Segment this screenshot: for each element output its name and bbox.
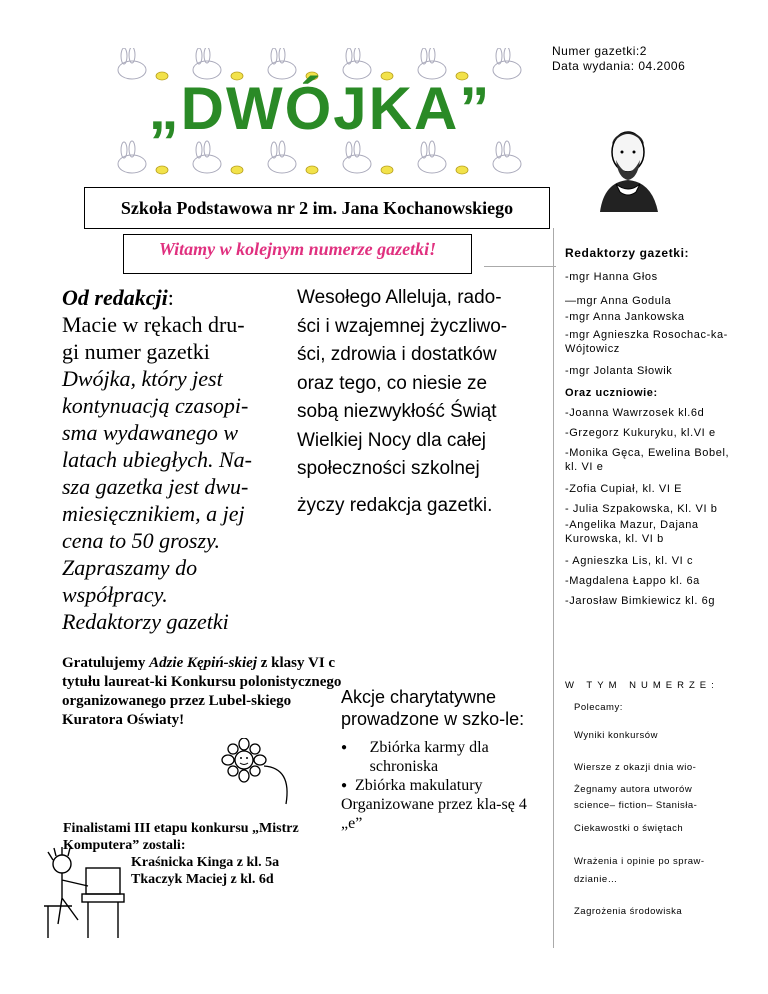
toc-item: Wyniki konkursów (574, 730, 658, 741)
list-item: Zbiórka karmy dla schroniska (369, 739, 489, 775)
teacher-list (565, 294, 755, 308)
congratulations-note: Gratulujemy Adzie Kępiń-skiej z klasy VI c tytułu laureat-ki Konkursu polonistycznego organizowanego przez Lubel-skiego Kuratora Oświaty! (62, 655, 342, 728)
issue-number: Numer gazetki:2 (552, 44, 647, 58)
list-item: —mgr Anna Godula (565, 295, 672, 307)
list-item: -mgr Jolanta Słowik (565, 365, 673, 377)
newspaper-title: „DWÓJKA” (148, 75, 492, 142)
computer-kid-illustration (38, 846, 134, 942)
students-heading: Oraz uczniowie: (565, 387, 658, 399)
charity-section: Akcje charytatywne prowadzone w szko-le: ● Zbiórka karmy dla schroniska ● Zbiórka makulatury Organizowane przez kla-sę 4 „e” (341, 686, 531, 833)
editorial-heading: Od redakcji (62, 285, 168, 310)
toc-heading: W TYM NUMERZE: (565, 680, 719, 691)
school-name: Szkoła Podstawowa nr 2 im. Jana Kochanowskiego (84, 187, 550, 229)
bunny-icon (418, 141, 446, 173)
charity-heading: Akcje charytatywne prowadzone w szko-le: (341, 687, 525, 729)
issue-info (552, 44, 696, 74)
finalists-heading: Finalistami III etapu konkursu „Mistrz Komputera” zostali: (63, 821, 299, 853)
editorial-intro: Od redakcji: Macie w rękach dru- gi numer gazetki Dwójka, który jest kontynuacją czasopi- sma wydawanego w latach ubiegłych. Na- sza gazetka jest dwu- miesięcznikiem, a jej cena to 50 groszy. Zapraszamy do współpracy. Redaktorzy gazetki (62, 285, 253, 634)
list-item: -Magdalena Łappo kl. 6a (565, 575, 700, 587)
list-item: - Agnieszka Lis, kl. VI c (565, 555, 694, 567)
list-item: -mgr Anna Jankowska (565, 311, 685, 323)
toc-item: Polecamy: (574, 702, 623, 713)
list-item: -Grzegorz Kukuryku, kl.VI e (565, 427, 716, 439)
laureate-name: Adzie Kępiń-skiej (149, 655, 257, 671)
list-item: -Zofia Cupiał, kl. VI E (565, 483, 683, 495)
bunny-icon (493, 141, 521, 173)
toc-item: science– fiction– Stanisła- (574, 800, 698, 811)
toc-item: Wiersze z okazji dnia wio- (574, 762, 697, 773)
list-item: -mgr Hanna Głos (565, 271, 658, 283)
egg-icon (306, 166, 318, 174)
list-item: -Monika Gęca, Ewelina Bobel, kl. VI e (565, 447, 730, 473)
egg-icon (381, 166, 393, 174)
bunny-icon (268, 141, 296, 173)
list-item: Kraśnicka Kinga z kl. 5a (131, 855, 280, 870)
toc-item: dzianie… (574, 874, 618, 885)
easter-wishes: Wesołego Alleluja, rado- ści i wzajemnej życzliwo- ści, zdrowia i dostatków oraz tego, co niesie ze sobą niezwykłość Świąt Wielkiej Nocy dla całej społeczności szkolnej życzy redakcja gazetki. (297, 287, 508, 516)
editors-heading: Redaktorzy gazetki: (565, 246, 690, 260)
egg-icon (231, 166, 243, 174)
list-item: - Julia Szpakowska, Kl. VI b (565, 503, 718, 515)
toc-item: Zagrożenia środowiska (574, 906, 683, 917)
bunny-icon (193, 141, 221, 173)
toc-item: Ciekawostki o świętach (574, 823, 684, 834)
toc-item: Wrażenia i opinie po spraw- (574, 856, 705, 867)
teacher-list (565, 364, 755, 378)
teacher-list (565, 310, 755, 324)
list-item: Zbiórka makulatury (355, 777, 483, 794)
flower-illustration (214, 738, 304, 808)
list-item: Tkaczyk Maciej z kl. 6d (131, 872, 274, 887)
column-divider (553, 228, 554, 948)
bunny-icon (118, 141, 146, 173)
list-item: -Jarosław Bimkiewicz kl. 6g (565, 595, 716, 607)
bunny-icon (343, 141, 371, 173)
list-item: -Angelika Mazur, Dajana Kurowska, kl. VI b (565, 519, 699, 545)
egg-icon (456, 166, 468, 174)
egg-icon (156, 166, 168, 174)
list-item: -Joanna Wawrzosek kl.6d (565, 407, 705, 419)
sidebar-top-divider (484, 266, 556, 267)
list-item: -mgr Agnieszka Rosochac-ka-Wójtowicz (565, 329, 728, 355)
charity-note: Organizowane przez kla-sę 4 „e” (341, 796, 527, 832)
portrait-illustration (592, 122, 664, 214)
toc-item: Żegnamy autora utworów (574, 784, 693, 795)
editors-sidebar (565, 246, 755, 260)
issue-date: Data wydania: 04.2006 (552, 59, 686, 73)
welcome-banner: Witamy w kolejnym numerze gazetki! (123, 234, 472, 274)
teacher-list (565, 270, 755, 284)
teacher-list (565, 328, 747, 356)
